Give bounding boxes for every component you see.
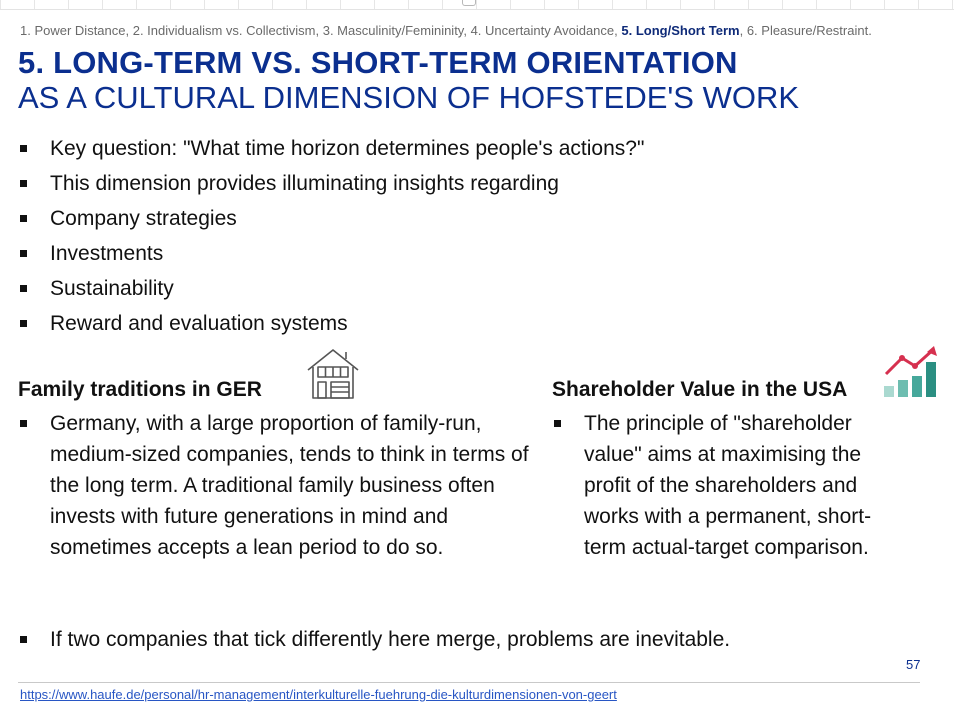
bullet-icon xyxy=(20,250,27,257)
list-item: Company strategies xyxy=(18,204,644,239)
bullet-icon xyxy=(20,285,27,292)
list-item: Reward and evaluation systems xyxy=(18,309,644,344)
breadcrumb-current: 5. Long/Short Term xyxy=(621,23,740,38)
usa-list xyxy=(552,408,912,563)
germany-heading: Family traditions in GER xyxy=(18,378,262,401)
bullet-icon xyxy=(20,180,27,187)
top-handle xyxy=(462,0,476,6)
source-link[interactable]: https://www.haufe.de/personal/hr-management/interkulturelle-fuehrung-die-kulturdimensionen-von-geert xyxy=(20,687,617,702)
list-item: Key question: "What time horizon determines people's actions?" xyxy=(18,134,644,169)
list-item: Sustainability xyxy=(18,274,644,309)
page-number: 57 xyxy=(906,657,921,672)
bullet-icon xyxy=(20,320,27,327)
breadcrumb xyxy=(20,23,872,38)
germany-list xyxy=(18,408,548,563)
breadcrumb-before: 1. Power Distance, 2. Individualism vs. Collectivism, 3. Masculinity/Femininity, 4. Uncertainty Avoidance, xyxy=(20,23,622,38)
bullet-icon xyxy=(20,215,27,222)
usa-heading: Shareholder Value in the USA xyxy=(552,378,848,401)
list-item: Investments xyxy=(18,239,644,274)
page-title: 5. LONG-TERM VS. SHORT-TERM ORIENTATION xyxy=(18,45,738,80)
list-item: If two companies that tick differently here merge, problems are inevitable. xyxy=(18,624,730,655)
top-ruler xyxy=(0,0,954,10)
list-item: Germany, with a large proportion of family-run, medium-sized companies, tends to think in terms of the long term. A traditional family business often invests with future generations in mind and sometimes accepts a lean period to do so. xyxy=(18,408,548,563)
list-item: The principle of "shareholder value" aims at maximising the profit of the shareholders and works with a permanent, short-term actual-target comparison. xyxy=(552,408,912,563)
list-item: This dimension provides illuminating insights regarding xyxy=(18,169,644,204)
bullet-icon xyxy=(20,636,27,643)
footer-divider xyxy=(18,682,920,683)
breadcrumb-after: , 6. Pleasure/Restraint. xyxy=(739,23,872,38)
bullet-icon xyxy=(20,145,27,152)
bullet-icon xyxy=(20,420,27,427)
house-icon xyxy=(305,346,361,400)
conclusion-list xyxy=(18,624,730,655)
growth-chart-icon xyxy=(882,344,938,398)
page-subtitle: AS A CULTURAL DIMENSION OF HOFSTEDE'S WORK xyxy=(18,80,800,115)
bullet-icon xyxy=(554,420,561,427)
key-points-list xyxy=(18,134,644,344)
